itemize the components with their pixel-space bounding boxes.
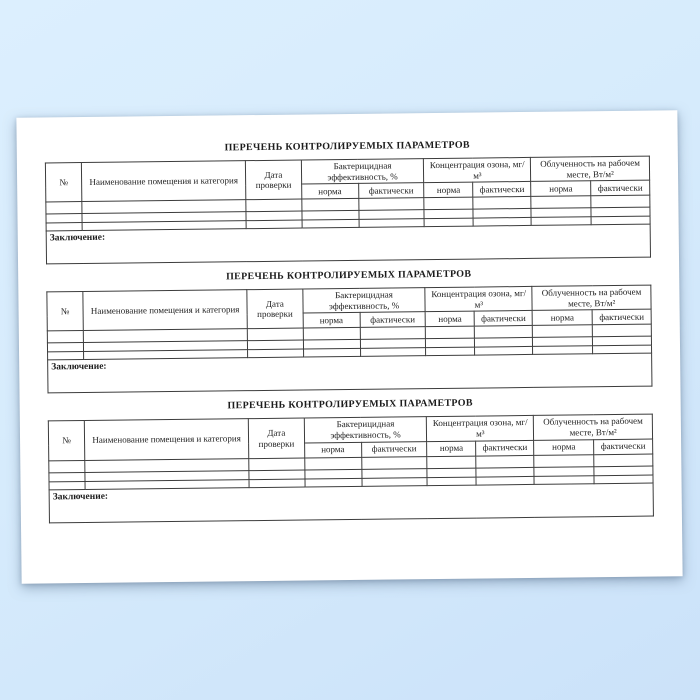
empty-data-cell xyxy=(427,456,476,469)
empty-data-cell xyxy=(473,197,531,210)
empty-data-cell xyxy=(594,454,653,467)
empty-data-cell xyxy=(424,197,473,210)
conclusion-cell: Заключение: xyxy=(46,224,650,264)
empty-data-cell xyxy=(49,472,85,481)
parameters-section-3 xyxy=(20,396,682,524)
col-header-number: № xyxy=(45,163,82,203)
col-header-bactericidal: Бактерицидная эффективность, % xyxy=(301,159,424,185)
empty-data-cell xyxy=(47,331,83,343)
empty-data-cell xyxy=(426,327,475,340)
col-header-irradiance: Облученность на рабочем месте, Вт/м² xyxy=(534,415,653,441)
subcol-actual: фактически xyxy=(361,441,427,457)
empty-data-cell xyxy=(358,198,424,211)
controlled-parameters-table xyxy=(46,285,652,394)
empty-data-cell xyxy=(360,327,426,340)
conclusion-cell: Заключение: xyxy=(49,483,653,523)
empty-data-cell xyxy=(249,458,305,471)
col-header-number: № xyxy=(47,292,84,332)
empty-data-cell xyxy=(361,456,427,469)
empty-data-cell xyxy=(246,199,302,212)
empty-data-cell xyxy=(49,460,85,472)
subcol-actual: фактически xyxy=(473,182,531,198)
empty-data-cell xyxy=(591,195,650,208)
subcol-norm: норма xyxy=(532,310,592,326)
subcol-norm: норма xyxy=(427,441,476,457)
col-header-bactericidal: Бактерицидная эффективность, % xyxy=(304,417,427,443)
col-header-room: Наименование помещения и категория xyxy=(85,419,249,460)
empty-data-cell xyxy=(47,343,83,352)
subcol-norm: норма xyxy=(301,184,358,200)
col-header-number: № xyxy=(48,421,85,461)
col-header-irradiance: Облученность на рабочем месте, Вт/м² xyxy=(532,285,651,311)
col-header-bactericidal: Бактерицидная эффективность, % xyxy=(303,288,426,314)
col-header-ozone: Концентрация озона, мг/м³ xyxy=(427,416,534,441)
empty-data-cell xyxy=(476,455,534,468)
empty-data-cell xyxy=(46,214,82,223)
col-header-ozone: Концентрация озона, мг/м³ xyxy=(424,157,531,182)
empty-data-cell xyxy=(592,325,651,338)
subcol-norm: норма xyxy=(304,442,361,458)
document-page xyxy=(16,110,682,583)
subcol-norm: норма xyxy=(531,181,591,197)
empty-data-cell xyxy=(247,328,303,341)
subcol-norm: норма xyxy=(424,182,473,198)
subcol-norm: норма xyxy=(303,313,360,329)
col-header-ozone: Концентрация озона, мг/м³ xyxy=(425,287,532,312)
subcol-actual: фактически xyxy=(474,311,532,327)
conclusion-cell: Заключение: xyxy=(48,354,652,394)
empty-data-cell xyxy=(302,199,359,212)
empty-data-cell xyxy=(534,454,594,467)
section-title: ПЕРЕЧЕНЬ КОНТРОЛИРУЕМЫХ ПАРАМЕТРОВ xyxy=(227,398,473,412)
empty-data-cell xyxy=(305,457,362,470)
col-header-irradiance: Облученность на рабочем месте, Вт/м² xyxy=(531,156,650,182)
col-header-date: Дата проверки xyxy=(245,160,301,200)
col-header-date: Дата проверки xyxy=(247,289,303,329)
section-title: ПЕРЕЧЕНЬ КОНТРОЛИРУЕМЫХ ПАРАМЕТРОВ xyxy=(224,139,470,154)
conclusion-row xyxy=(48,354,652,394)
empty-data-cell xyxy=(475,326,533,339)
subcol-actual: фактически xyxy=(591,180,650,196)
subcol-norm: норма xyxy=(534,439,594,455)
subcol-actual: фактически xyxy=(476,440,534,456)
conclusion-row xyxy=(46,224,650,264)
conclusion-row xyxy=(49,483,653,523)
col-header-room: Наименование помещения и категория xyxy=(82,161,246,202)
parameters-section-2 xyxy=(18,266,680,394)
col-header-room: Наименование помещения и категория xyxy=(83,290,247,331)
subcol-actual: фактически xyxy=(592,310,651,326)
empty-data-cell xyxy=(303,328,360,341)
parameters-section-1 xyxy=(17,137,679,265)
empty-data-cell xyxy=(533,325,593,338)
section-title: ПЕРЕЧЕНЬ КОНТРОЛИРУЕМЫХ ПАРАМЕТРОВ xyxy=(225,268,472,283)
empty-data-cell xyxy=(531,196,591,209)
col-header-date: Дата проверки xyxy=(248,418,304,458)
subcol-actual: фактически xyxy=(360,312,426,328)
controlled-parameters-table xyxy=(48,414,654,523)
subcol-actual: фактически xyxy=(358,183,424,199)
subcol-norm: норма xyxy=(425,312,474,328)
controlled-parameters-table xyxy=(45,156,651,265)
empty-data-cell xyxy=(46,202,82,214)
subcol-actual: фактически xyxy=(594,439,653,455)
